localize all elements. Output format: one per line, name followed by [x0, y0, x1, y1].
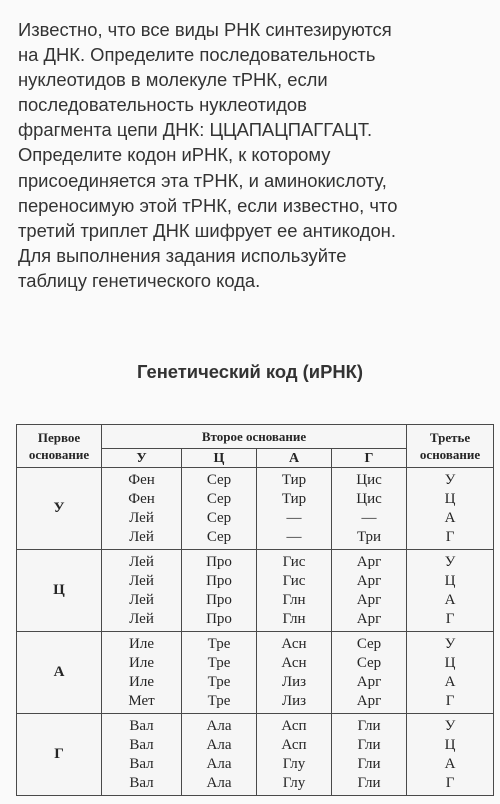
amino-acid: Асп	[281, 737, 307, 753]
third-base-cell	[407, 468, 494, 550]
problem-line: нуклеотидов в молекуле тРНК, если	[18, 69, 328, 91]
amino-acid: Вал	[129, 737, 154, 753]
third-base: У	[444, 472, 456, 488]
problem-line: на ДНК. Определите последовательность	[18, 44, 376, 66]
amino-acid: Лиз	[281, 674, 307, 690]
amino-acid: Тре	[207, 655, 231, 671]
amino-acid: Сер	[356, 655, 382, 671]
amino-acid: Глн	[282, 611, 306, 627]
third-base: Ц	[444, 491, 456, 507]
problem-line: третий триплет ДНК шифрует ее антикодон.	[18, 219, 396, 241]
amino-acid: Вал	[129, 756, 154, 772]
third-base: У	[444, 636, 456, 652]
problem-line: таблицу генетического кода.	[18, 269, 261, 291]
problem-line: присоединяется эта тРНК, и аминокислоту,	[18, 169, 387, 191]
first-base-cell: А	[17, 632, 102, 714]
problem-line: Для выполнения задания используйте	[18, 244, 347, 266]
third-base-cell	[407, 550, 494, 632]
third-base: Г	[445, 529, 455, 545]
amino-acid: Асн	[281, 655, 307, 671]
third-base: А	[444, 510, 456, 526]
amino-acid: Арг	[356, 674, 382, 690]
header-third-base: Третье основание	[407, 425, 494, 468]
amino-acid: Вал	[129, 775, 154, 791]
first-base-cell: У	[17, 468, 102, 550]
problem-line: последовательность нуклеотидов	[18, 94, 307, 116]
second-base-label: Ц	[182, 449, 257, 468]
amino-acid: Про	[206, 611, 232, 627]
amino-acid-cell	[332, 632, 407, 714]
codon-group-row	[17, 714, 494, 796]
amino-acid-cell	[257, 550, 332, 632]
amino-acid-cell	[332, 468, 407, 550]
amino-acid: Сер	[206, 529, 232, 545]
amino-acid: Сер	[206, 510, 232, 526]
amino-acid: Вал	[129, 718, 154, 734]
amino-acid: Сер	[356, 636, 382, 652]
amino-acid: Фен	[128, 491, 155, 507]
amino-acid: Гис	[282, 554, 306, 570]
amino-acid-cell	[332, 714, 407, 796]
codon-group-row	[17, 550, 494, 632]
amino-acid: Ала	[206, 775, 232, 791]
third-base: Ц	[444, 573, 456, 589]
amino-acid-cell	[257, 632, 332, 714]
amino-acid: Глу	[282, 775, 306, 791]
amino-acid: Лей	[129, 554, 154, 570]
amino-acid: Арг	[356, 554, 382, 570]
amino-acid: Ала	[206, 737, 232, 753]
amino-acid: Арг	[356, 693, 382, 709]
amino-acid-cell	[182, 632, 257, 714]
third-base: Г	[445, 611, 455, 627]
amino-acid: Иле	[129, 655, 154, 671]
amino-acid-cell	[182, 468, 257, 550]
genetic-code-table	[16, 424, 494, 796]
amino-acid: Асн	[281, 636, 307, 652]
third-base: А	[444, 674, 456, 690]
amino-acid: Три	[356, 529, 382, 545]
amino-acid: Тре	[207, 636, 231, 652]
amino-acid: Ала	[206, 756, 232, 772]
second-base-label: У	[102, 449, 182, 468]
amino-acid: Лей	[129, 611, 154, 627]
amino-acid: Глу	[282, 756, 306, 772]
amino-acid: Арг	[356, 573, 382, 589]
amino-acid-cell	[102, 468, 182, 550]
amino-acid-cell	[102, 714, 182, 796]
amino-acid: Глн	[282, 592, 306, 608]
header-second-base: Второе основание	[102, 425, 407, 449]
amino-acid: —	[286, 510, 302, 526]
amino-acid: Гли	[357, 737, 381, 753]
amino-acid: Цис	[356, 491, 382, 507]
amino-acid-cell	[102, 550, 182, 632]
amino-acid: Сер	[206, 491, 232, 507]
second-base-label: Г	[332, 449, 407, 468]
amino-acid: Тре	[207, 674, 231, 690]
third-base: А	[444, 592, 456, 608]
amino-acid: Тир	[281, 472, 307, 488]
codon-group-row	[17, 468, 494, 550]
third-base: Ц	[444, 737, 456, 753]
amino-acid: Иле	[129, 636, 154, 652]
amino-acid: Лей	[129, 529, 154, 545]
amino-acid: Асп	[281, 718, 307, 734]
table-title: Генетический код (иРНК)	[136, 361, 363, 382]
third-base-cell	[407, 714, 494, 796]
amino-acid: Сер	[206, 472, 232, 488]
amino-acid: Гис	[282, 573, 306, 589]
amino-acid: Лей	[129, 510, 154, 526]
third-base: А	[444, 756, 456, 772]
codon-group-row	[17, 632, 494, 714]
amino-acid: Гли	[357, 756, 381, 772]
amino-acid: Гли	[357, 718, 381, 734]
amino-acid-cell	[257, 714, 332, 796]
amino-acid: Про	[206, 554, 232, 570]
amino-acid: Тир	[281, 491, 307, 507]
amino-acid: Тре	[207, 693, 231, 709]
genetic-code-body	[17, 468, 494, 796]
second-base-label: А	[257, 449, 332, 468]
amino-acid: Гли	[357, 775, 381, 791]
amino-acid: Лей	[129, 592, 154, 608]
first-base-cell: Г	[17, 714, 102, 796]
amino-acid: Арг	[356, 592, 382, 608]
problem-line: фрагмента цепи ДНК: ЦЦАПАЦПАГГАЦТ.	[18, 119, 373, 141]
first-base-cell: Ц	[17, 550, 102, 632]
amino-acid: Арг	[356, 611, 382, 627]
third-base: У	[444, 554, 456, 570]
problem-text	[18, 17, 492, 293]
amino-acid: Про	[206, 592, 232, 608]
amino-acid: Мет	[128, 693, 155, 709]
third-base: Ц	[444, 655, 456, 671]
third-base: Г	[445, 775, 455, 791]
amino-acid: Лей	[129, 573, 154, 589]
amino-acid-cell	[257, 468, 332, 550]
amino-acid-cell	[182, 714, 257, 796]
amino-acid: Про	[206, 573, 232, 589]
problem-line: Определите кодон иРНК, к которому	[18, 144, 331, 166]
amino-acid-cell	[102, 632, 182, 714]
amino-acid: Иле	[129, 674, 154, 690]
amino-acid: —	[286, 529, 302, 545]
amino-acid: Фен	[128, 472, 155, 488]
amino-acid: Ала	[206, 718, 232, 734]
problem-line: переносимую этой тРНК, если известно, что	[18, 194, 398, 216]
problem-line: Известно, что все виды РНК синтезируются	[18, 19, 392, 40]
amino-acid: Цис	[356, 472, 382, 488]
amino-acid: —	[361, 510, 377, 526]
amino-acid: Лиз	[281, 693, 307, 709]
third-base: Г	[445, 693, 455, 709]
amino-acid-cell	[182, 550, 257, 632]
third-base: У	[444, 718, 456, 734]
header-first-base: Первое основание	[17, 425, 102, 468]
third-base-cell	[407, 632, 494, 714]
amino-acid-cell	[332, 550, 407, 632]
